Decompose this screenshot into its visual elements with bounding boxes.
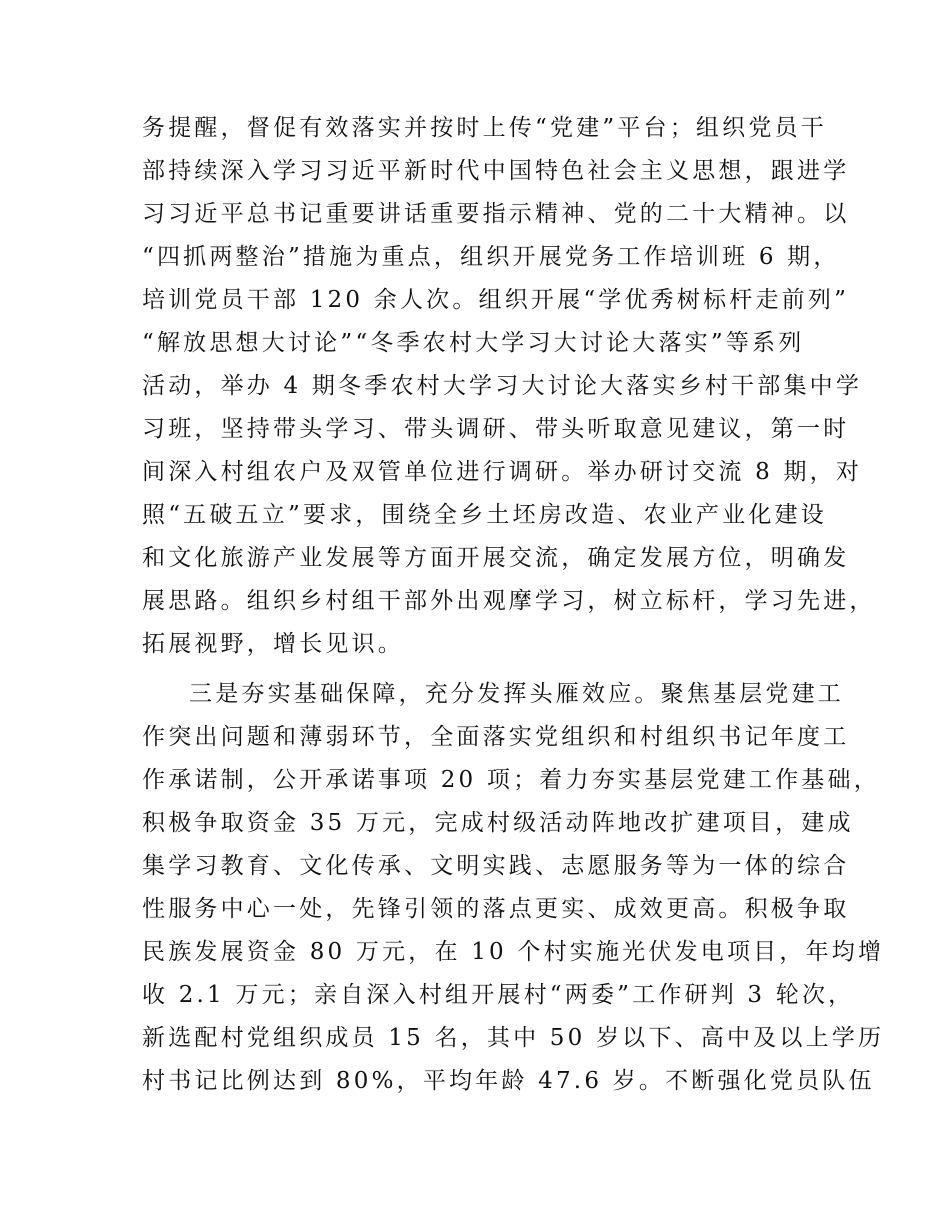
text-line-17: 积极争取资金 35 万元，完成村级活动阵地改扩建项目，建成 — [142, 810, 854, 836]
text-line-11: 和文化旅游产业发展等方面开展交流，确定发展方位，明确发 — [142, 545, 850, 571]
text-line-20: 民族发展资金 80 万元，在 10 个村实施光伏发电项目，年均增 — [142, 939, 885, 965]
text-line-12: 展思路。组织乡村组干部外出观摩学习，树立标杆，学习先进， — [142, 588, 876, 614]
text-line-3: 习习近平总书记重要讲话重要指示精神、党的二十大精神。以 — [142, 201, 850, 227]
text-line-19: 性服务中心一处，先锋引领的落点更实、成效更高。积极争取 — [142, 896, 850, 922]
text-line-16: 作承诺制，公开承诺事项 20 项；着力夯实基层党建工作基础， — [142, 767, 880, 793]
text-line-18: 集学习教育、文化传承、文明实践、志愿服务等为一体的综合 — [142, 853, 850, 879]
text-line-7: 活动，举办 4 期冬季农村大学习大讨论大落实乡村干部集中学 — [142, 373, 863, 399]
text-line-21: 收 2.1 万元；亲自深入村组开展村“两委”工作研判 3 轮次， — [142, 982, 855, 1008]
text-line-13: 拓展视野，增长见识。 — [142, 631, 404, 657]
text-line-9: 间深入村组农户及双管单位进行调研。举办研讨交流 8 期，对 — [142, 459, 863, 485]
text-line-8: 习班，坚持带头学习、带头调研、带头听取意见建议，第一时 — [142, 416, 850, 442]
text-line-2: 部持续深入学习习近平新时代中国特色社会主义思想，跟进学 — [142, 158, 850, 184]
text-line-10: 照“五破五立”要求，围绕全乡土坯房改造、农业产业化建设 — [142, 502, 827, 528]
text-line-1: 务提醒，督促有效落实并按时上传“党建”平台；组织党员干 — [142, 115, 827, 141]
text-line-6: “解放思想大讨论”“冬季农村大学习大讨论大落实”等系列 — [142, 330, 805, 356]
text-line-4: “四抓两整治”措施为重点，组织开展党务工作培训班 6 期， — [142, 244, 840, 270]
text-line-23: 村书记比例达到 80%，平均年龄 47.6 岁。不断强化党员队伍 — [142, 1068, 875, 1094]
text-line-15: 作突出问题和薄弱环节，全面落实党组织和村组织书记年度工 — [142, 724, 850, 750]
paragraph-start-line: 三是夯实基础保障，充分发挥头雁效应。聚焦基层党建工 — [189, 681, 844, 707]
text-line-5: 培训党员干部 120 余人次。组织开展“学优秀树标杆走前列” — [142, 287, 850, 313]
text-line-22: 新选配村党组织成员 15 名，其中 50 岁以下、高中及以上学历 — [142, 1025, 885, 1051]
